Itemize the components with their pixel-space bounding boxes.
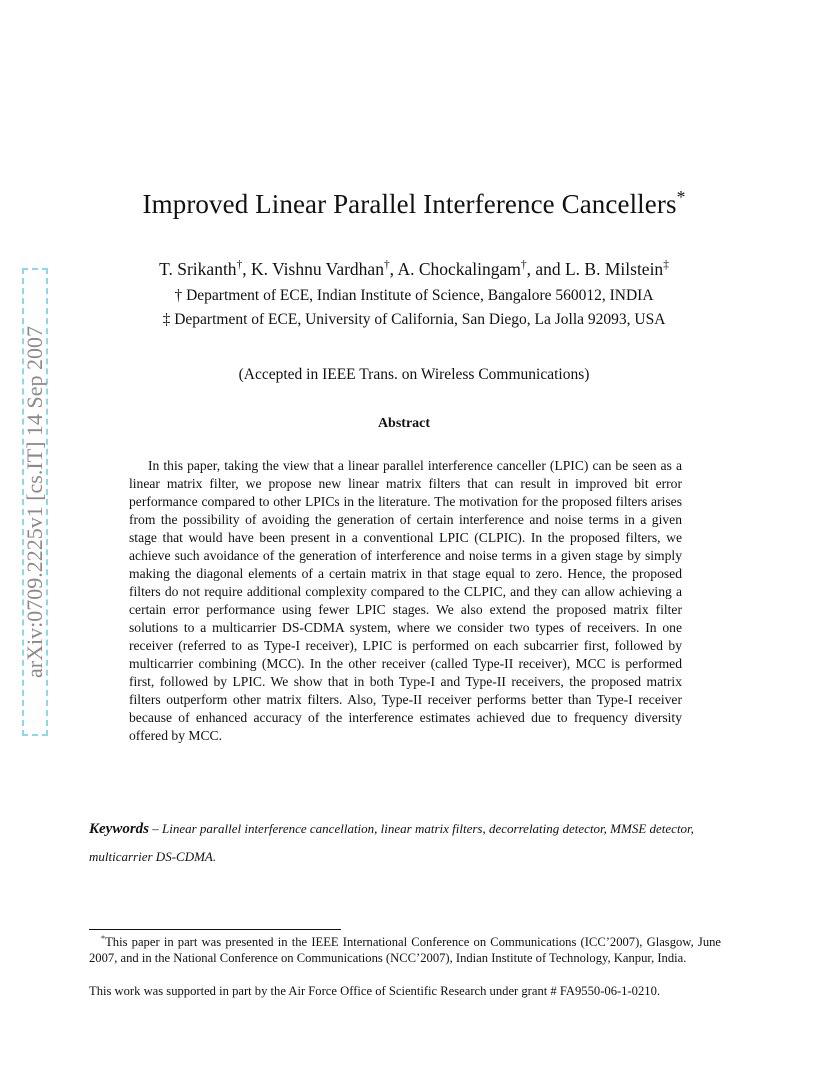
keywords-label: Keywords [89, 821, 149, 837]
abstract-heading: Abstract [377, 416, 431, 431]
keywords-section [89, 815, 729, 871]
footnote-conference [89, 934, 721, 966]
author: L. B. Milstein‡ [564, 259, 669, 279]
affiliation-iisc: † Department of ECE, Indian Institute of Science, Bangalore 560012, INDIA [174, 287, 654, 304]
author-separator: , [389, 259, 398, 279]
paper-title [0, 189, 828, 220]
author-list [0, 259, 828, 280]
arxiv-stamp: arXiv:0709.2225v1 [cs.IT] 14 Sep 2007 [22, 326, 47, 678]
footnote-funding: This work was supported in part by the Air Force Office of Scientific Research under grant # FA9550-06-1-0210. [89, 984, 661, 998]
keywords-text: Linear parallel interference cancellation, linear matrix filters, decorrelating detector, MMSE detector, multicarrier DS-CDMA. [89, 821, 694, 864]
footnote-rule [89, 929, 341, 930]
title-text: Improved Linear Parallel Interference Cancellers [142, 189, 677, 219]
keywords-dash: – [149, 821, 162, 836]
author-separator: , and [526, 259, 565, 279]
author-separator: , [242, 259, 251, 279]
affiliation-ucsd: ‡ Department of ECE, University of California, San Diego, La Jolla 92093, USA [162, 311, 666, 328]
acceptance-note: (Accepted in IEEE Trans. on Wireless Communications) [238, 366, 590, 383]
footnote-conference-text: This paper in part was presented in the IEEE International Conference on Communications (ICC’2007), Glasgow, June 2007, and in the National Conference on Communications (NCC’2007), Indian Institute of Technology, Kanpur, India. [89, 935, 721, 965]
author: A. Chockalingam† [397, 259, 527, 279]
abstract-body: In this paper, taking the view that a linear parallel interference canceller (LPIC) can be seen as a linear matrix filter, we propose new linear matrix filters that can result in improved bit error performance compared to other LPICs in the literature. The motivation for the proposed filters arises from the possibility of avoiding the generation of certain interference and noise terms in a given stage that would have been present in a conventional LPIC (CLPIC). In the proposed filters, we achieve such avoidance of the generation of interference and noise terms in a given stage by simply making the diagonal elements of a certain matrix in that stage equal to zero. Hence, the proposed filters do not require additional complexity compared to the CLPIC, and they can allow achieving a certain error performance using fewer LPIC stages. We also extend the proposed matrix filter solutions to a multicarrier DS-CDMA system, where we consider two types of receivers. In one receiver (referred to as Type-I receiver), LPIC is performed on each subcarrier first, followed by multicarrier combining (MCC). In the other receiver (called Type-II receiver), MCC is performed first, followed by LPIC. We show that in both Type-I and Type-II receivers, the proposed matrix filters outperform other matrix filters. Also, Type-II receiver performs better than Type-I receiver because of enhanced accuracy of the interference estimates achieved due to frequency diversity offered by MCC. [129, 458, 682, 743]
author: T. Srikanth† [159, 259, 243, 279]
title-footnote-mark: * [676, 187, 686, 207]
footnote-mark: * [101, 933, 106, 943]
author: K. Vishnu Vardhan† [251, 259, 390, 279]
